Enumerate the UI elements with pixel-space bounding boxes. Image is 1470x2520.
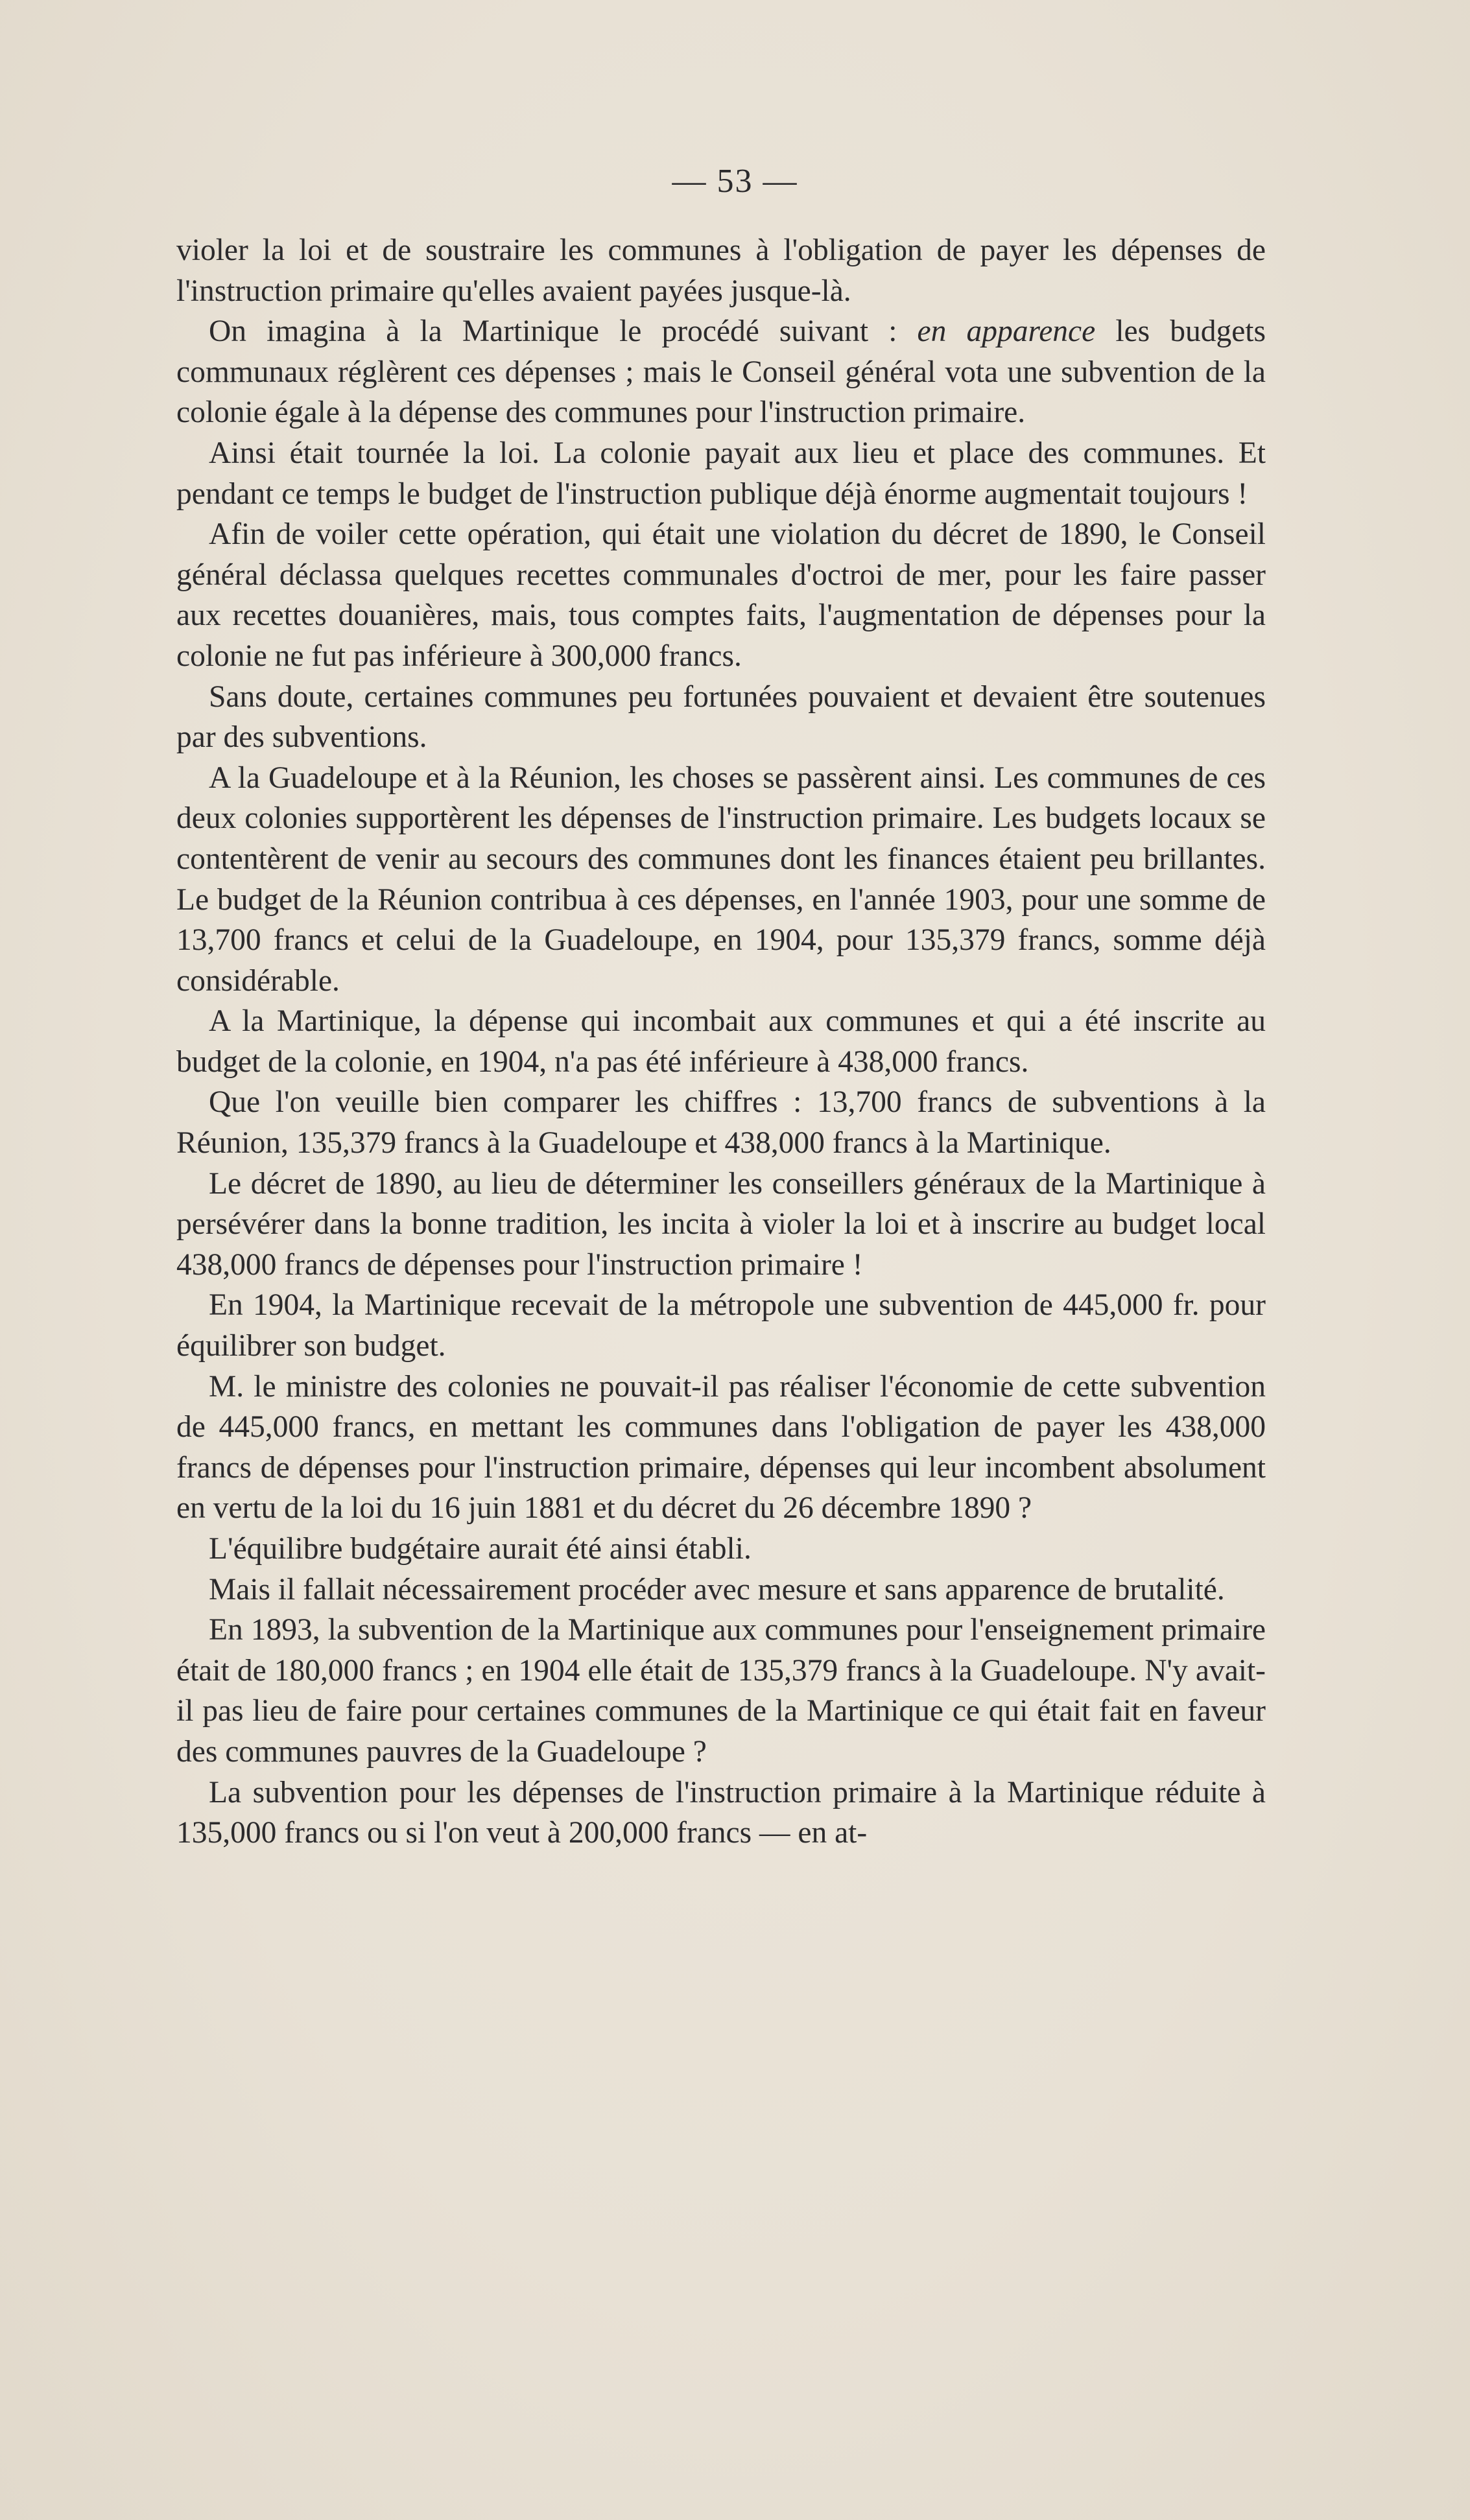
paragraph-8: Que l'on veuille bien comparer les chiffres : 13,700 francs de subventions à la Réunion, 135,379 francs à la Guadeloupe et 438,000 francs à la Martinique. xyxy=(176,1085,1266,1160)
paragraph-4: Afin de voiler cette opération, qui était une violation du décret de 1890, le Conseil général déclassa quelques recettes communales d'octroi de mer, pour les faire passer aux recettes douanières, mais, tous comptes faits, l'augmentation de dépenses pour la colonie ne fut pas inférieure à 300,000 francs. xyxy=(176,517,1266,673)
paragraph-6: A la Guadeloupe et à la Réunion, les choses se passèrent ainsi. Les communes de ces deux colonies supportèrent les dépenses de l'instruction primaire. Les budgets locaux se contentèrent de venir au secours des communes dont les finances étaient peu brillantes. Le budget de la Réunion contribua à ces dépenses, en l'année 1903, pour une somme de 13,700 francs et celui de la Guadeloupe, en 1904, pour 135,379 francs, somme déjà considérable. xyxy=(176,760,1266,998)
paragraph-10: En 1904, la Martinique recevait de la métropole une subvention de 445,000 fr. pour équilibrer son budget. xyxy=(176,1288,1266,1363)
paragraph-7: A la Martinique, la dépense qui incombait aux communes et qui a été inscrite au budget de la colonie, en 1904, n'a pas été inférieure à 438,000 francs. xyxy=(176,1004,1266,1079)
paragraph-11: M. le ministre des colonies ne pouvait-il pas réaliser l'économie de cette subvention de 445,000 francs, en mettant les communes dans l'obligation de payer les 438,000 francs de dépenses pour l'instruction primaire, dépenses qui leur incombent absolument en vertu de la loi du 16 juin 1881 et du décret du 26 décembre 1890 ? xyxy=(176,1369,1266,1525)
paragraph-2 xyxy=(176,311,1266,433)
body-text xyxy=(176,230,1266,1854)
paragraph-2-end: les budgets communaux réglèrent ces dépenses ; mais le Conseil général vota une subvention de la colonie égale à la dépense des communes pour l'instruction primaire. xyxy=(176,314,1266,430)
paragraph-5: Sans doute, certaines communes peu fortunées pouvaient et devaient être soutenues par des subventions. xyxy=(176,679,1266,755)
paragraph-1: violer la loi et de soustraire les communes à l'obligation de payer les dépenses de l'instruction primaire qu'elles avaient payées jusque-là. xyxy=(176,233,1266,308)
paragraph-13: Mais il fallait nécessairement procéder avec mesure et sans apparence de brutalité. xyxy=(209,1572,1225,1607)
paragraph-9: Le décret de 1890, au lieu de déterminer les conseillers généraux de la Martinique à persévérer dans la bonne tradition, les incita à violer la loi et à inscrire au budget local 438,000 francs de dépenses pour l'instruction primaire ! xyxy=(176,1166,1266,1282)
paragraph-3: Ainsi était tournée la loi. La colonie payait aux lieu et place des communes. Et pendant ce temps le budget de l'instruction publique déjà énorme augmentait toujours ! xyxy=(176,436,1266,511)
paragraph-2-start: On imagina à la Martinique le procédé suivant : xyxy=(209,314,918,349)
paragraph-14: En 1893, la subvention de la Martinique aux communes pour l'enseignement primaire était de 180,000 francs ; en 1904 elle était de 135,379 francs à la Guadeloupe. N'y avait-il pas lieu de faire pour certaines communes de la Martinique ce qui était fait en faveur des communes pauvres de la Guadeloupe ? xyxy=(176,1613,1266,1769)
emphasis-en-apparence: en apparence xyxy=(917,314,1096,349)
page-number: — 53 — xyxy=(672,163,798,200)
paragraph-15: La subvention pour les dépenses de l'instruction primaire à la Martinique réduite à 135,000 francs ou si l'on veut à 200,000 francs — en at- xyxy=(176,1775,1266,1850)
paragraph-12: L'équilibre budgétaire aurait été ainsi établi. xyxy=(209,1532,752,1566)
